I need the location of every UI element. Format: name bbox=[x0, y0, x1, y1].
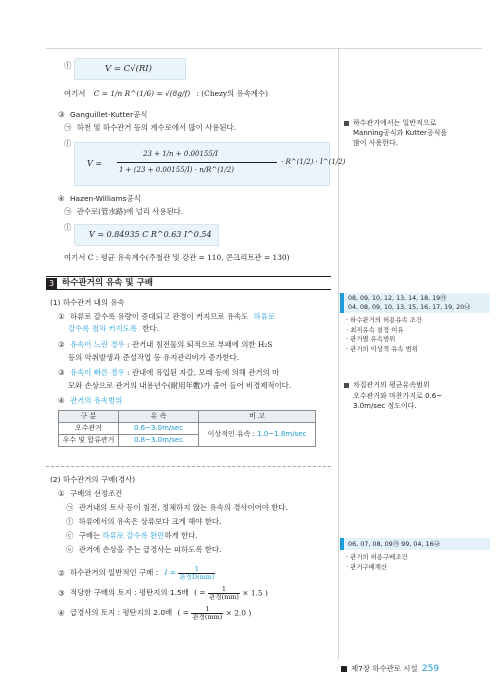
slope-s3-line bbox=[58, 586, 268, 601]
chezy-formula-box bbox=[74, 58, 186, 80]
side-note-2 bbox=[344, 380, 442, 412]
table-header: 유 속 bbox=[119, 411, 199, 423]
flow-p2-text-a: : 관거내 침전물의 퇴적으로 부패에 의한 H₂S bbox=[127, 340, 273, 349]
slope-s1-a-marker: ㉠ bbox=[66, 503, 74, 512]
chezy-where-line bbox=[64, 89, 268, 99]
exam-1-line2: 04, 08, 09, 10, 13, 15, 16, 17, 19, 20㉯ bbox=[348, 303, 471, 311]
slope-s1-num: ① bbox=[58, 489, 65, 498]
gk-tail: · R^(1/2) · I^(1/2) bbox=[281, 158, 346, 166]
slope-s1-d-text: 관거에 손상을 주는 급경사는 피하도록 한다. bbox=[78, 545, 222, 554]
list-item: · 하수관거의 허용유속 조건 bbox=[346, 316, 423, 324]
gk-title: Ganguillet-Kutter공식 bbox=[70, 110, 148, 119]
footer bbox=[351, 663, 439, 675]
flow-p2-blue: 유속이 느린 경우 bbox=[70, 340, 125, 349]
slope-s3-tail: × 1.5 bbox=[242, 588, 263, 598]
slope-s3-close: ) bbox=[264, 588, 268, 598]
hw-desc-marker: ㉠ bbox=[64, 207, 72, 216]
column-divider bbox=[338, 48, 339, 660]
slope-s1-c-text-a: 구배는 bbox=[78, 531, 101, 540]
footer-chapter: 제7장 하수관로 시설 bbox=[351, 664, 418, 673]
flow-p3-blue: 유속이 빠른 경우 bbox=[70, 368, 125, 377]
list-item: · 관거구배계산 bbox=[346, 562, 388, 571]
slope-s4-open: ( = bbox=[177, 608, 189, 618]
slope-s1-heading bbox=[58, 489, 122, 499]
page-number: 259 bbox=[421, 664, 440, 674]
slope-s4-num-val: 1 bbox=[191, 606, 223, 614]
table-header: 구 분 bbox=[59, 411, 119, 423]
table-note-value: 1.0~1.8m/sec bbox=[257, 429, 307, 438]
side-note-2-line2: 오수관거와 마찬가지로 0.6~ bbox=[353, 391, 443, 400]
slope-s1-c-marker: ⓒ bbox=[66, 531, 74, 540]
slope-s3-title: 적당한 구배의 토지 : 평탄지의 1.5배 bbox=[70, 588, 189, 598]
slope-s1-title: 구배의 선정조건 bbox=[70, 489, 123, 498]
hw-formula: V = 0.84935 C R^0.63 I^0.54 bbox=[89, 230, 212, 239]
slope-s2-num-val: 1 bbox=[178, 566, 215, 574]
table-cell: 오수관거 bbox=[59, 423, 119, 435]
footer-square-icon bbox=[341, 666, 347, 672]
slope-s1-a bbox=[66, 503, 288, 513]
square-bullet-icon bbox=[344, 383, 349, 388]
exam-frequency-bar-2 bbox=[340, 538, 490, 550]
slope-s4-den-val: 관경(mm) bbox=[192, 612, 223, 621]
slope-s1-c-text-b: 하게 한다. bbox=[164, 531, 198, 540]
hw-num: ④ bbox=[58, 194, 65, 203]
list-item: · 관거의 이상적 유속 범위 bbox=[346, 344, 418, 353]
slope-s4-title: 급경사의 토지 : 평탄지의 2.0배 bbox=[70, 608, 173, 618]
flow-p1-blue-b: 갈수록 점차 커지도록 bbox=[68, 324, 137, 333]
section-number: 3 bbox=[46, 278, 57, 289]
flow-p3-line1 bbox=[58, 368, 279, 378]
side-note-1-line1 bbox=[344, 118, 447, 128]
gk-numerator: 23 + 1/n + 0.00155/I bbox=[143, 150, 218, 158]
flow-p1-text-b: 한다. bbox=[142, 324, 159, 333]
slope-s1-c-blue: 하류로 갈수록 완만 bbox=[102, 531, 165, 540]
flow-p1-num: ① bbox=[58, 312, 65, 321]
table-cell: 우수 및 합류관거 bbox=[59, 435, 119, 447]
chezy-formula: V = C√(RI) bbox=[105, 64, 152, 74]
slope-s1-a-text: 관거내의 토사 등이 침전, 정체하지 않는 유속의 경사이어야 한다. bbox=[78, 503, 288, 512]
gk-heading bbox=[58, 110, 147, 120]
flow-p2-line1 bbox=[58, 340, 272, 350]
exam-2-line1: 06, 07, 08, 09㉮ 99, 04, 16㉯ bbox=[348, 540, 441, 548]
side-note-1-line3: 많이 사용한다. bbox=[353, 139, 399, 148]
side-note-1-title: 하수관거에서는 일반적으로 bbox=[353, 119, 437, 127]
gk-fraction-bar bbox=[117, 162, 277, 163]
flow-p4-blue: 관거의 유속범위 bbox=[70, 396, 123, 405]
exam-1-topics bbox=[346, 316, 496, 354]
side-note-2-title: 차집관거의 평균유속범위 bbox=[353, 381, 430, 389]
exam-1-line1: 08, 09, 10, 12, 13, 14, 18, 19㉮ bbox=[348, 295, 447, 302]
exam-2-topics bbox=[346, 553, 496, 572]
table-header: 비 고 bbox=[199, 411, 316, 423]
flow-p3-num: ③ bbox=[58, 368, 65, 377]
slope-s2-den-val: 관경D(mm) bbox=[179, 572, 215, 581]
slope-s1-b-text: 하류에서의 유속은 상류보다 크게 해야 한다. bbox=[78, 517, 222, 526]
table-cell: 0.6~3.0m/sec bbox=[119, 423, 199, 435]
side-note-1 bbox=[344, 118, 447, 148]
flow-p3-text-a: : 관내에 유입된 자갈, 모래 등에 의해 관거의 마 bbox=[127, 368, 280, 377]
slope-s4-tail: × 2.0 bbox=[225, 608, 246, 618]
hw-formula-box bbox=[74, 224, 219, 246]
table-row bbox=[59, 423, 316, 435]
slope-s2-title: 하수관거의 일반적인 구배 : bbox=[70, 568, 159, 578]
slope-heading: (2) 하수관거의 구배(경사) bbox=[50, 475, 136, 484]
square-bullet-icon bbox=[344, 121, 349, 126]
flow-p3-text-b: 모와 손상으로 관거의 내용년수(耐用年數)가 줄어 들어 비경제적이다. bbox=[68, 381, 292, 390]
flow-p4-num: ④ bbox=[58, 396, 65, 405]
gk-desc: 하천 및 하수관거 등의 계수로에서 많이 사용된다. bbox=[76, 123, 236, 132]
flow-p4-line bbox=[58, 396, 122, 406]
slope-s4-fraction bbox=[191, 606, 223, 621]
gk-formula-marker: ⓛ bbox=[64, 139, 72, 148]
list-item: · 최저유속 설정 이유 bbox=[346, 325, 404, 334]
page-top-margin bbox=[0, 0, 500, 48]
hw-where: 여기서 C : 평균 유속계수(주철관 및 강관 = 110, 콘크리트관 = 130) bbox=[64, 253, 290, 262]
slope-s1-b bbox=[66, 517, 221, 527]
slope-s3-num: ③ bbox=[58, 588, 65, 598]
flow-p2-text-b: 등의 악취발생과 준설작업 등 유지관리비가 증가한다. bbox=[68, 353, 240, 362]
flow-p1-blue-a: 하류로 bbox=[253, 312, 276, 321]
flow-p2-num: ② bbox=[58, 340, 65, 349]
slope-s3-den-val: 관경(mm) bbox=[208, 592, 239, 601]
gk-lhs: V = bbox=[87, 159, 103, 168]
side-note-2-line3: 3.0m/sec 정도이다. bbox=[353, 402, 417, 410]
gk-desc-line bbox=[64, 123, 236, 133]
exam-frequency-bar-1 bbox=[340, 293, 490, 313]
side-note-1-line2: Manning공식과 Kutter공식을 bbox=[353, 129, 448, 138]
slope-s2-lhs: I = bbox=[164, 568, 176, 578]
chezy-marker: ⓛ bbox=[64, 61, 72, 70]
slope-s3-open: ( = bbox=[194, 588, 206, 598]
slope-s1-d bbox=[66, 545, 221, 555]
slope-s4-line bbox=[58, 606, 251, 621]
slope-s2-num: ② bbox=[58, 568, 65, 578]
hw-heading bbox=[58, 194, 141, 204]
flow-p1-line2 bbox=[68, 324, 159, 334]
gk-num: ③ bbox=[58, 110, 65, 119]
slope-s1-c bbox=[66, 531, 198, 541]
hw-formula-marker: ⓛ bbox=[64, 223, 72, 232]
flow-heading: (1) 하수관거 내의 유속 bbox=[50, 298, 125, 307]
gk-denominator: 1 + (23 + 0.00155/I) · n/R^(1/2) bbox=[119, 166, 234, 174]
slope-s1-b-marker: ⓛ bbox=[66, 517, 74, 526]
chezy-where-c: C = 1/n R^(1/6) = √(8g/f) bbox=[93, 89, 191, 98]
hw-title: Hazen-Williams공식 bbox=[70, 194, 141, 203]
slope-s3-num-val: 1 bbox=[208, 586, 240, 594]
slope-s4-close: ) bbox=[248, 608, 252, 618]
section-heading bbox=[46, 276, 331, 290]
section-dashed-divider bbox=[46, 466, 331, 467]
slope-s2-line bbox=[58, 566, 215, 581]
gk-formula-box bbox=[74, 142, 346, 186]
side-note-2-line1 bbox=[344, 380, 442, 391]
table-cell: 0.8~3.0m/sec bbox=[119, 435, 199, 447]
flow-p1-text-a: 하류로 갈수록 유량이 증대되고 관경이 커지므로 유속도 bbox=[70, 312, 249, 321]
table-note-prefix: 이상적인 유속 : bbox=[207, 429, 258, 438]
flow-p1-line1 bbox=[58, 312, 275, 322]
section-title: 하수관거의 유속 및 구배 bbox=[62, 278, 153, 288]
slope-s4-num: ④ bbox=[58, 608, 65, 618]
gk-desc-marker: ㉠ bbox=[64, 123, 72, 132]
chezy-where-suffix: : (Chezy의 유속계수) bbox=[196, 89, 268, 98]
table-note-cell bbox=[199, 423, 316, 447]
list-item: · 관거의 허용구배조건 bbox=[346, 553, 408, 561]
list-item: · 관거별 유속범위 bbox=[346, 335, 396, 344]
slope-s3-fraction bbox=[208, 586, 240, 601]
hw-desc: 관수로(管水路)에 널리 사용된다. bbox=[76, 207, 184, 216]
slope-s1-d-marker: ⓔ bbox=[66, 545, 74, 554]
hw-desc-line bbox=[64, 207, 183, 217]
top-divider bbox=[46, 48, 482, 49]
slope-s2-fraction bbox=[178, 566, 215, 581]
chezy-where-prefix: 여기서 bbox=[64, 89, 86, 98]
flow-velocity-table bbox=[58, 410, 316, 447]
table-header-row bbox=[59, 411, 316, 423]
